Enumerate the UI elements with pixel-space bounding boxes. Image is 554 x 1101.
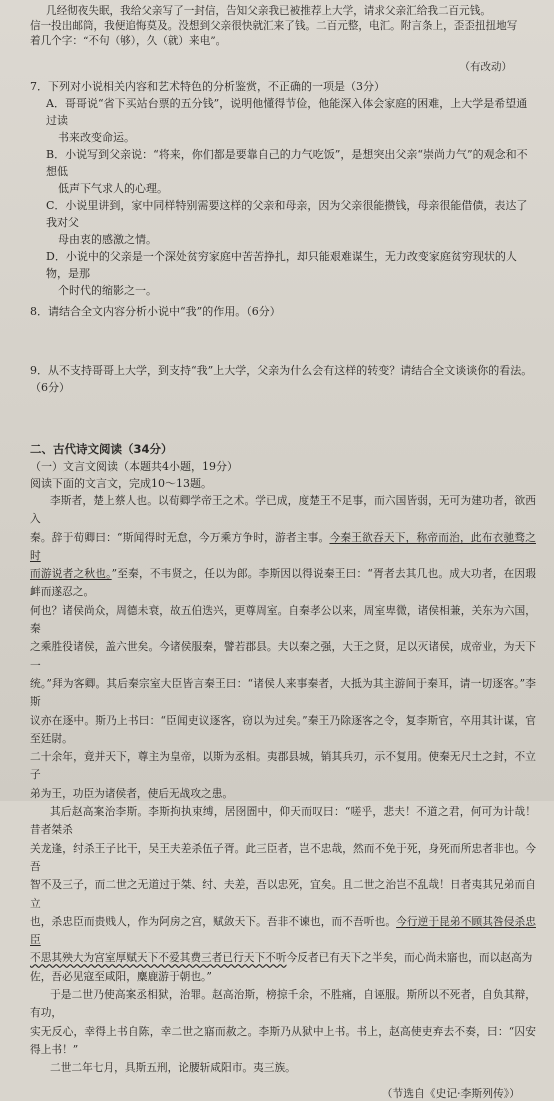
question-7-option-c [30, 197, 536, 248]
question-9: 9．从不支持哥哥上大学，到支持“我”上大学，父亲为什么会有这样的转变？请结合全文谈谈你的看法。（6分） [30, 364, 533, 394]
passage-source: （节选自《史记·李斯列传》） [381, 1086, 520, 1100]
option-d-line2: 个时代的缩影之一。 [58, 284, 157, 297]
underlined-sentence: 而游说者之秋也。 [30, 567, 112, 581]
passage-line: 弟为王，功臣为诸侯者，使后无战攻之患。 [30, 786, 234, 800]
option-a-line1: A．哥哥说“省下买站台票的五分钱”，说明他懂得节俭，他能深入体会家庭的困难，上大学是希望通过读 [46, 97, 528, 127]
story-fragment [30, 0, 536, 49]
passage-line: 统。”拜为客卿。其后秦宗室大臣皆言秦王曰：“诸侯人来事秦者，大抵为其主游间于秦耳，请一切逐客。”李斯 [30, 676, 536, 709]
reading-instruction: 阅读下面的文言文，完成10～13题。 [30, 477, 212, 490]
subsection-title: （一）文言文阅读（本题共4小题，19分） [30, 460, 238, 473]
passage-line: 二十余年，竟并天下，尊主为皇帝，以斯为丞相。夷郡县城，销其兵刃，示不复用。使秦无尺土之封，不立子 [30, 750, 536, 782]
passage-line: 佐，吾必见寇至咸阳，麋鹿游于朝也。” [30, 969, 212, 983]
passage-line [30, 949, 536, 967]
question-8: 8．请结合全文内容分析小说中“我”的作用。（6分） [30, 305, 281, 318]
passage-line: 李斯者，楚上蔡人也。以荀卿学帝王之术。学已成，度楚王不足事，而六国皆弱，无可为建功者，欲西入 [30, 494, 536, 526]
classical-passage [30, 492, 536, 1078]
answer-space [30, 320, 536, 358]
passage-text: 今反者已有天下之半矣，而心尚未寤也，而以赵高为 [286, 951, 533, 965]
passage-line: 其后赵高案治李斯。李斯拘执束缚，居囹圄中，仰天而叹曰：“嗟乎，悲夫！不道之君，何可为计哉！昔者桀杀 [30, 805, 536, 837]
passage-line: 关龙逢，纣杀王子比干，吴王夫差杀伍子胥。此三臣者，岂不忠哉，然而不免于死，身死而所忠者非也。今吾 [30, 841, 536, 873]
passage-line: 二世二年七月，具斯五刑，论腰斩咸阳市。夷三族。 [50, 1061, 296, 1075]
question-7-option-b [30, 146, 536, 197]
fragment-line: 几经彻夜失眠，我给父亲写了一封信，告知父亲我已被推荐上大学，请求父亲汇给我二百元钱。 [46, 5, 491, 17]
passage-text: 秦。辞于荀卿曰：“斯闻得时无怠，今万乘方争时，游者主事。 [30, 530, 330, 544]
underlined-sentence: 今行逆于昆弟不顾其咎侵杀忠臣 [30, 914, 536, 947]
option-b-line1: B．小说写到父亲说：“将来，你们都是要靠自己的力气吃饭”，是想突出父亲“崇尚力气”的观念和不想低 [46, 148, 528, 178]
underlined-sentence: 今秦王欲吞天下，称帝而治，此布衣驰骛之时 [30, 530, 536, 562]
option-a-line2: 书来改变命运。 [58, 131, 135, 144]
option-c-line1: C．小说里讲到，家中同样特别需要这样的父亲和母亲，因为父亲很能攒钱，母亲很能借债，表达了我对父 [46, 199, 528, 229]
passage-line: 议亦在逐中。斯乃上书曰：“臣闻吏议逐客，窃以为过矣。”秦王乃除逐客之令，复李斯官，卒用其计谋，官至廷尉。 [30, 713, 536, 745]
option-d-line1: D．小说中的父亲是一个深处贫穷家庭中苦苦挣扎，却只能艰难谋生，无力改变家庭贫穷现状的人物，是那 [46, 250, 517, 280]
passage-line [30, 913, 536, 950]
passage-line [30, 565, 536, 602]
option-c-line2: 母由衷的感激之情。 [58, 233, 157, 246]
passage-line: 实无反心，幸得上书自陈，幸二世之寤而赦之。李斯乃从狱中上书。书上，赵高使吏弃去不奏，曰：“囚安得上书！” [30, 1024, 536, 1056]
passage-line: 于是二世乃使高案丞相狱，治罪。赵高治斯，榜掠千余，不胜痛，自诬服。斯所以不死者，自负其辩，有功， [30, 988, 536, 1020]
option-b-line2: 低声下气求人的心理。 [58, 182, 168, 195]
wavy-underlined-sentence: 不思其殃大为宫室厚赋天下不爱其费三者已行天下不听 [30, 951, 287, 965]
source-note: （有改动） [459, 61, 512, 73]
fragment-line: 着几个字：“不句（够），久（就）来电”。 [30, 35, 227, 47]
passage-line: 智不及三子，而二世之无道过于桀、纣、夫差，吾以忠死，宜矣。且二世之治岂不乱哉！日者夷其兄弟而自立 [30, 878, 536, 910]
section-title: 二、古代诗文阅读（34分） [30, 442, 173, 456]
passage-line [30, 529, 536, 566]
question-7-option-a [30, 95, 536, 146]
fragment-line: 信一投出邮筒，我便追悔莫及。没想到父亲很快就汇来了钱。二百元整，电汇。附言条上，歪歪扭扭地写 [30, 20, 518, 32]
answer-space [30, 396, 536, 434]
passage-text: 也，杀忠臣而贵贱人，作为阿房之宫，赋敛天下。吾非不谏也，而不吾听也。 [30, 914, 397, 928]
question-7-option-d [30, 248, 536, 299]
question-7-stem: 7．下列对小说相关内容和艺术特色的分析鉴赏，不正确的一项是（3分） [30, 80, 385, 93]
passage-text: ”至秦，不韦贤之，任以为郎。李斯因以得说秦王曰：“胥者去其几也。成大功者，在因瑕衅而遂忍之。 [30, 567, 536, 599]
passage-line: 之乘胜役诸侯，盖六世矣。今诸侯服秦，譬若郡县。夫以秦之强，大王之贤，足以灭诸侯，成帝业，为天下一 [30, 640, 536, 672]
passage-line: 何也？诸侯尚众，周德未衰，故五伯迭兴，更尊周室。自秦孝公以来，周室卑微，诸侯相兼，关东为六国，秦 [30, 603, 536, 636]
